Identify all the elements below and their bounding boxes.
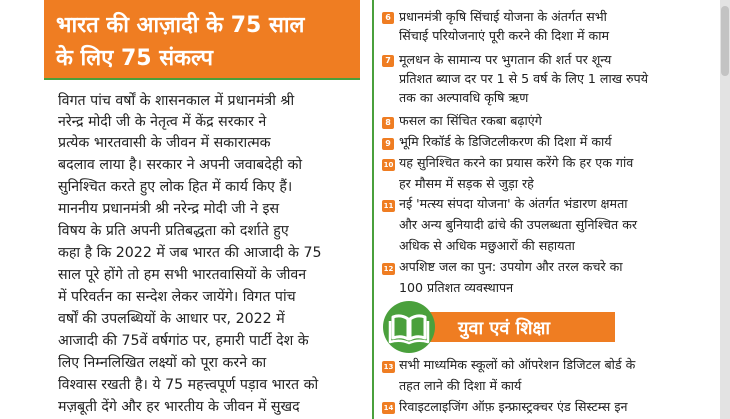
title-divider — [44, 78, 360, 80]
section-header-youth-education — [383, 301, 615, 353]
item-text-line: अधिक से अधिक मछुआरों की सहायता — [399, 238, 575, 253]
body-line: मज़बूती देंगे और हर भारतीय के जीवन में सुखद — [58, 399, 300, 415]
item-number-badge: 14 — [383, 404, 394, 412]
item-number-badge: 13 — [383, 363, 394, 371]
column-divider — [372, 0, 374, 419]
body-line: नरेन्द्र मोदी जी के नेतृत्व में केंद्र सरकार ने — [58, 114, 267, 130]
body-line: प्रत्येक भारतवासी के जीवन में सकारात्मक — [58, 135, 271, 151]
item-text-line: सिंचाई परियोजनाएं पूरी करने की दिशा में काम — [399, 28, 610, 43]
item-text-line: सभी माध्यमिक स्कूलों को ऑपरेशन डिजिटल बोर्ड के — [399, 357, 636, 372]
item-text-line: तहत लाने की दिशा में कार्य — [399, 378, 522, 393]
item-text-line: और अन्य बुनियादी ढांचे की उपलब्धता सुनिश्चित कर — [399, 217, 638, 232]
item-text-line: 100 प्रतिशत व्यवस्थापन — [399, 280, 514, 295]
title-line-1: भारत की आज़ादी के 75 साल — [56, 13, 305, 38]
section-icon-circle — [383, 301, 435, 353]
item-number-badge: 10 — [383, 161, 394, 169]
scrollbar-thumb[interactable] — [721, 6, 729, 76]
item-number-badge: 9 — [382, 138, 394, 150]
title-line-2: के लिए 75 संकल्प — [56, 46, 213, 71]
item-text-line: हर मौसम में सड़क से जुड़ा रहे — [399, 176, 534, 191]
item-text-line: यह सुनिश्चित करने का प्रयास करेंगे कि हर एक गांव — [399, 155, 634, 170]
body-line: बदलाव लाया है। सरकार ने अपनी जवाबदेही को — [58, 157, 303, 173]
body-line: सुनिश्चित करते हुए लोक हित में कार्य किए हैं। — [58, 179, 293, 195]
item-text-line: नई 'मत्स्य संपदा योजना' के अंतर्गत भंडारण क्षमता — [399, 196, 628, 211]
item-number-badge: 7 — [382, 55, 394, 67]
section-title: युवा एवं शिक्षा — [458, 318, 551, 339]
body-line: में परिवर्तन का सन्देश लेकर जायेंगे। विगत पांच — [58, 289, 296, 305]
open-book-icon — [383, 301, 435, 353]
item-text-line: भूमि रिकॉर्ड के डिजिटलीकरण की दिशा में कार्य — [399, 134, 612, 149]
item-text-line: अपशिष्ट जल का पुन: उपयोग और तरल कचरे का — [399, 259, 623, 274]
item-number-badge: 6 — [382, 12, 394, 24]
body-line: विषय के प्रति अपनी प्रतिबद्धता को दर्शाते हुए — [58, 223, 289, 239]
body-line: कहा है कि 2022 में जब भारत की आजादी के 75 — [58, 245, 322, 261]
vertical-scrollbar[interactable] — [720, 0, 730, 419]
item-text-line: फसल का सिंचित रकबा बढ़ाएंगे — [399, 113, 542, 128]
item-text-line: तक का अल्पावधि कृषि ऋण — [399, 90, 529, 105]
body-line: लिए निम्नलिखित लक्ष्यों को पूरा करने का — [58, 355, 267, 371]
title-banner — [44, 0, 360, 78]
body-line: विश्वास रखती है। ये 75 महत्त्वपूर्ण पड़ाव भारत को — [58, 377, 319, 393]
body-line: विगत पांच वर्षों के शासनकाल में प्रधानमंत्री श्री — [58, 93, 295, 109]
item-text-line: मूलधन के सामान्य पर भुगतान की शर्त पर शून्य — [399, 52, 612, 67]
body-line: माननीय प्रधानमंत्री श्री नरेन्द्र मोदी जी ने इस — [58, 201, 280, 217]
body-line: वर्षों की उपलब्धियों के आधार पर, 2022 में — [58, 311, 285, 327]
item-number-badge: 8 — [382, 117, 394, 129]
item-text-line: रिवाइटलाइजिंग ऑफ़ इन्फ्रास्ट्रक्चर एंड सिस्टम्स इन — [399, 399, 628, 414]
item-number-badge: 11 — [383, 202, 394, 210]
body-line: आजादी की 75वें वर्षगांठ पर, हमारी पार्टी देश के — [58, 333, 309, 349]
item-text-line: प्रधानमंत्री कृषि सिंचाई योजना के अंतर्गत सभी — [399, 9, 607, 24]
body-line: साल पूरे होंगे तो हम सभी भारतवासियों के जीवन — [58, 267, 307, 283]
item-number-badge: 12 — [383, 265, 394, 273]
item-text-line: प्रतिशत ब्याज दर पर 1 से 5 वर्ष के लिए 1 लाख रुपये — [399, 71, 649, 86]
